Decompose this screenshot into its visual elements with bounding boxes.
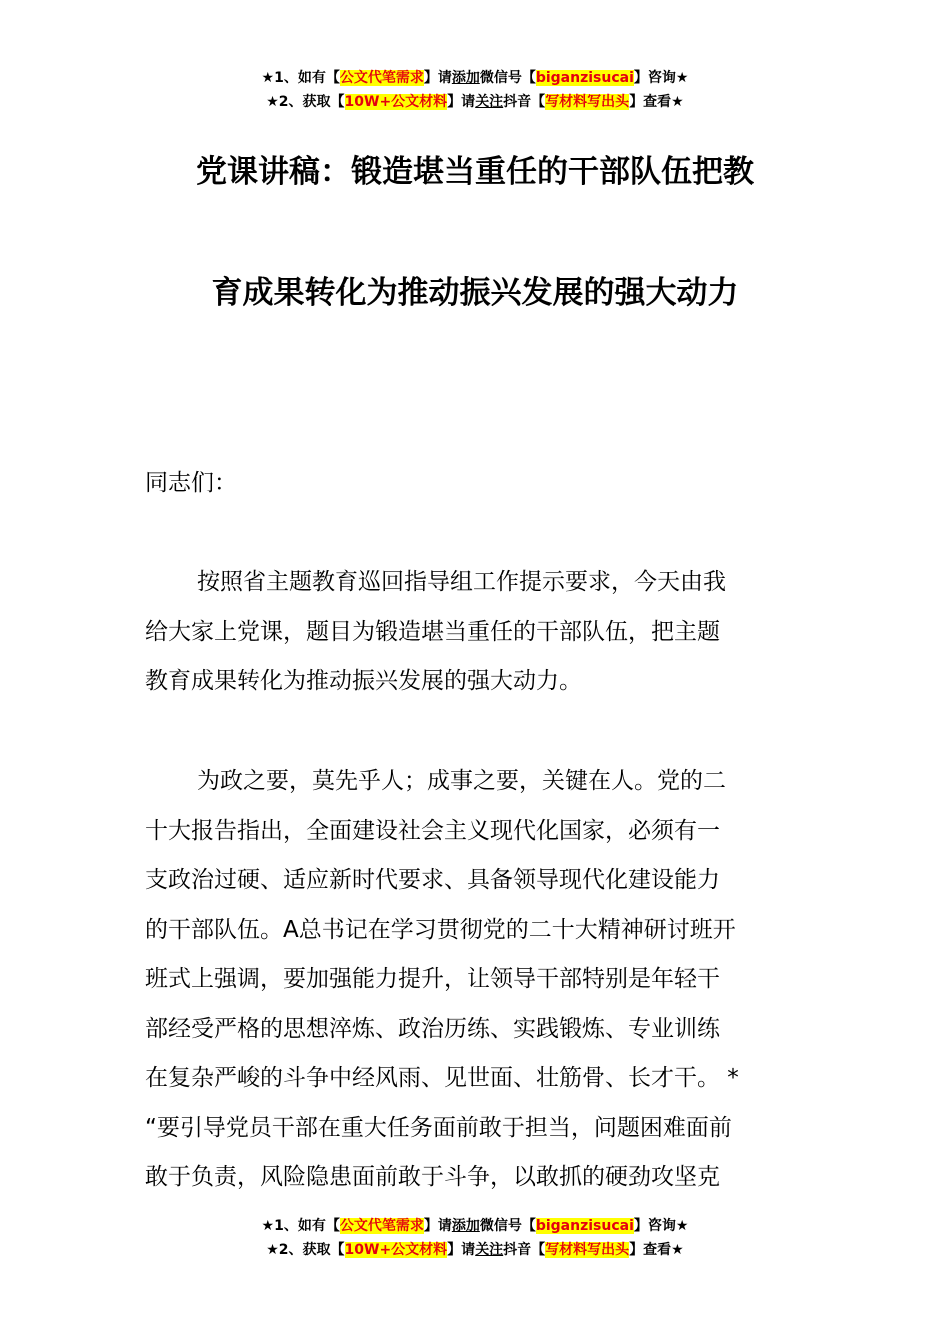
- promo-wechat-id: biganzisucai: [535, 70, 634, 86]
- promo-line-1: ★1、如有【公文代笔需求】请添加微信号【biganzisucai】咨询★: [261, 1218, 689, 1234]
- promo-highlight: 公文代笔需求: [339, 1218, 424, 1234]
- promo-line-2: ★2、获取【10W+公文材料】请关注抖音【写材料写出头】查看★: [266, 1242, 684, 1258]
- paragraph-line: 的干部队伍。A总书记在学习贯彻党的二十大精神研讨班开: [145, 916, 736, 943]
- promo-highlight: 10W+公文材料: [344, 1242, 448, 1258]
- paragraph-line: 支政治过硬、适应新时代要求、具备领导现代化建设能力: [145, 867, 720, 893]
- paragraph-line: 十大报告指出，全面建设社会主义现代化国家，必须有一: [145, 817, 720, 844]
- paragraph-line: “要引导党员干部在重大任务面前敢于担当，问题困难面前: [145, 1114, 732, 1141]
- paragraph-line: 敢于负责，风险隐患面前敢于斗争，以敢抓的硬劲攻坚克: [145, 1164, 720, 1190]
- paragraph-line: 给大家上党课，题目为锻造堪当重任的干部队伍，把主题: [145, 618, 720, 645]
- promo-highlight: 10W+公文材料: [344, 94, 448, 110]
- paragraph-line: 班式上强调，要加强能力提升，让领导干部特别是年轻干: [145, 966, 720, 992]
- paragraph-1: [145, 558, 815, 707]
- paragraph-line: 部经受严格的思想淬炼、政治历练、实践锻炼、专业训练: [145, 1015, 720, 1042]
- paragraph-line: 在复杂严峻的斗争中经风雨、见世面、壮筋骨、长才干。 *: [145, 1065, 739, 1091]
- promo-douyin-id: 写材料写出头: [545, 1242, 630, 1258]
- salutation: 同志们：: [145, 470, 237, 496]
- footer-promo-banner: [0, 1214, 950, 1262]
- document-title-line-2: 育成果转化为推动振兴发展的强大动力: [211, 275, 739, 311]
- promo-line-1: ★1、如有【公文代笔需求】请添加微信号【biganzisucai】咨询★: [261, 70, 689, 86]
- promo-line-2: ★2、获取【10W+公文材料】请关注抖音【写材料写出头】查看★: [266, 94, 684, 110]
- paragraph-line: 为政之要，莫先乎人；成事之要，关键在人。党的二: [197, 768, 726, 794]
- promo-douyin-id: 写材料写出头: [545, 94, 630, 110]
- paragraph-line: 教育成果转化为推动振兴发展的强大动力。: [145, 668, 582, 694]
- promo-wechat-id: biganzisucai: [535, 1218, 634, 1234]
- paragraph-2: [145, 757, 815, 1203]
- header-promo-banner: [0, 66, 950, 114]
- document-title-line-1: 党课讲稿：锻造堪当重任的干部队伍把教: [196, 154, 754, 190]
- promo-highlight: 公文代笔需求: [339, 70, 424, 86]
- paragraph-line: 按照省主题教育巡回指导组工作提示要求，今天由我: [197, 569, 726, 595]
